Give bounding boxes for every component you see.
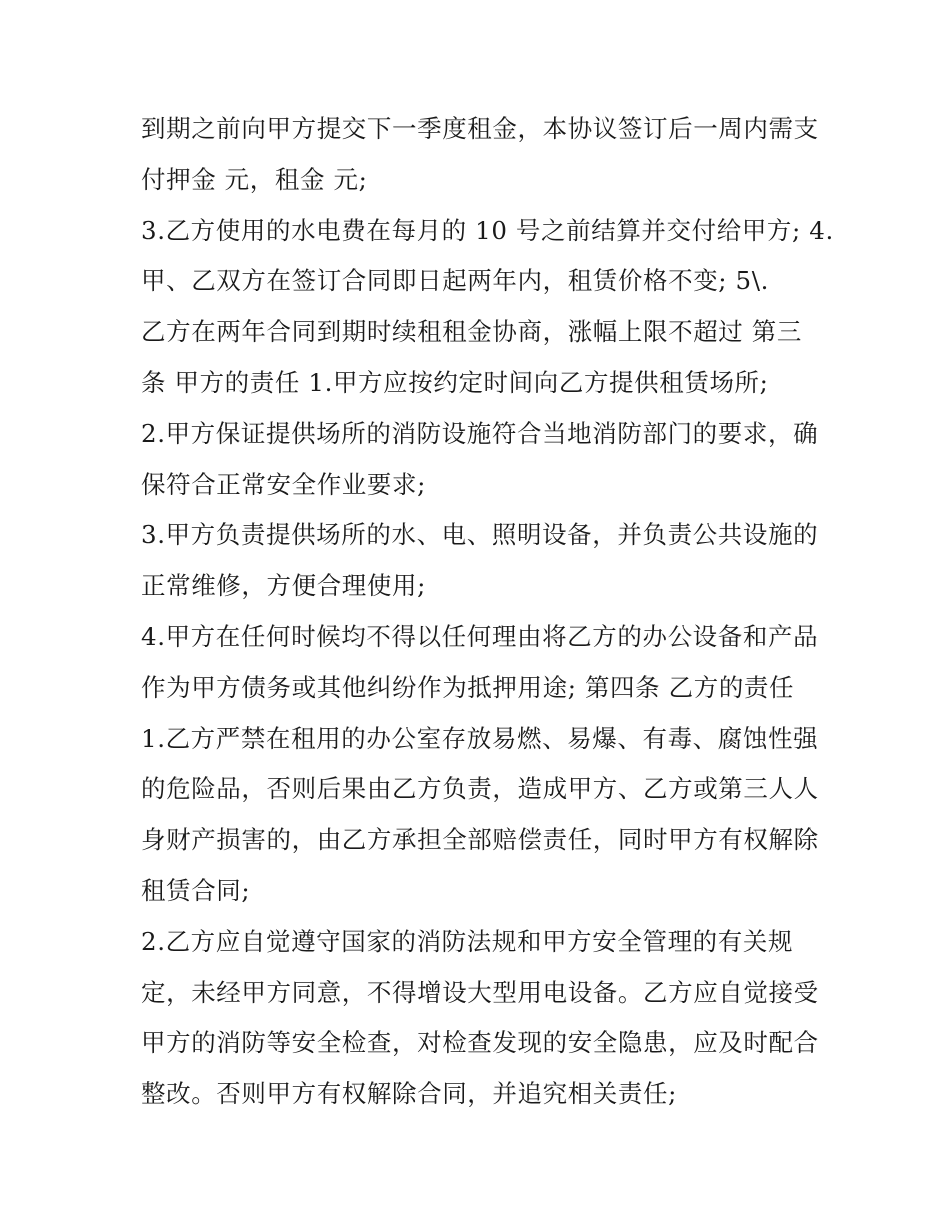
text-line: 定，未经甲方同意，不得增设大型用电设备。乙方应自觉接受 bbox=[141, 977, 819, 1007]
text-line: 3.乙方使用的水电费在每月的 10 号之前结算并交付给甲方; 4. bbox=[141, 215, 834, 245]
text-line: 租赁合同; bbox=[141, 875, 251, 905]
text-line: 2.甲方保证提供场所的消防设施符合当地消防部门的要求，确 bbox=[141, 418, 819, 448]
text-line: 作为甲方债务或其他纠纷作为抵押用途; 第四条 乙方的责任 bbox=[141, 672, 795, 702]
text-line: 1.乙方严禁在租用的办公室存放易燃、易爆、有毒、腐蚀性强 bbox=[141, 723, 819, 753]
text-line: 甲方的消防等安全检查，对检查发现的安全隐患，应及时配合 bbox=[141, 1028, 819, 1058]
text-line: 的危险品，否则后果由乙方负责，造成甲方、乙方或第三人人 bbox=[141, 774, 819, 804]
text-line: 条 甲方的责任 1.甲方应按约定时间向乙方提供租赁场所; bbox=[141, 367, 769, 397]
text-line: 身财产损害的，由乙方承担全部赔偿责任，同时甲方有权解除 bbox=[141, 825, 819, 855]
text-line: 4.甲方在任何时候均不得以任何理由将乙方的办公设备和产品 bbox=[141, 621, 819, 651]
text-line: 2.乙方应自觉遵守国家的消防法规和甲方安全管理的有关规 bbox=[141, 926, 794, 956]
text-line: 整改。否则甲方有权解除合同，并追究相关责任; bbox=[141, 1079, 677, 1109]
text-line: 保符合正常安全作业要求; bbox=[141, 469, 426, 499]
text-line: 3.甲方负责提供场所的水、电、照明设备，并负责公共设施的 bbox=[141, 520, 819, 550]
text-line: 付押金 元，租金 元; bbox=[141, 164, 368, 194]
contract-text bbox=[141, 104, 834, 1120]
text-line: 甲、乙双方在签订合同即日起两年内，租赁价格不变; 5\. bbox=[141, 266, 769, 296]
text-line: 到期之前向甲方提交下一季度租金，本协议签订后一周内需支 bbox=[141, 114, 819, 143]
text-line: 正常维修，方便合理使用; bbox=[141, 571, 426, 601]
text-line: 乙方在两年合同到期时续租租金协商，涨幅上限不超过 第三 bbox=[141, 317, 802, 347]
